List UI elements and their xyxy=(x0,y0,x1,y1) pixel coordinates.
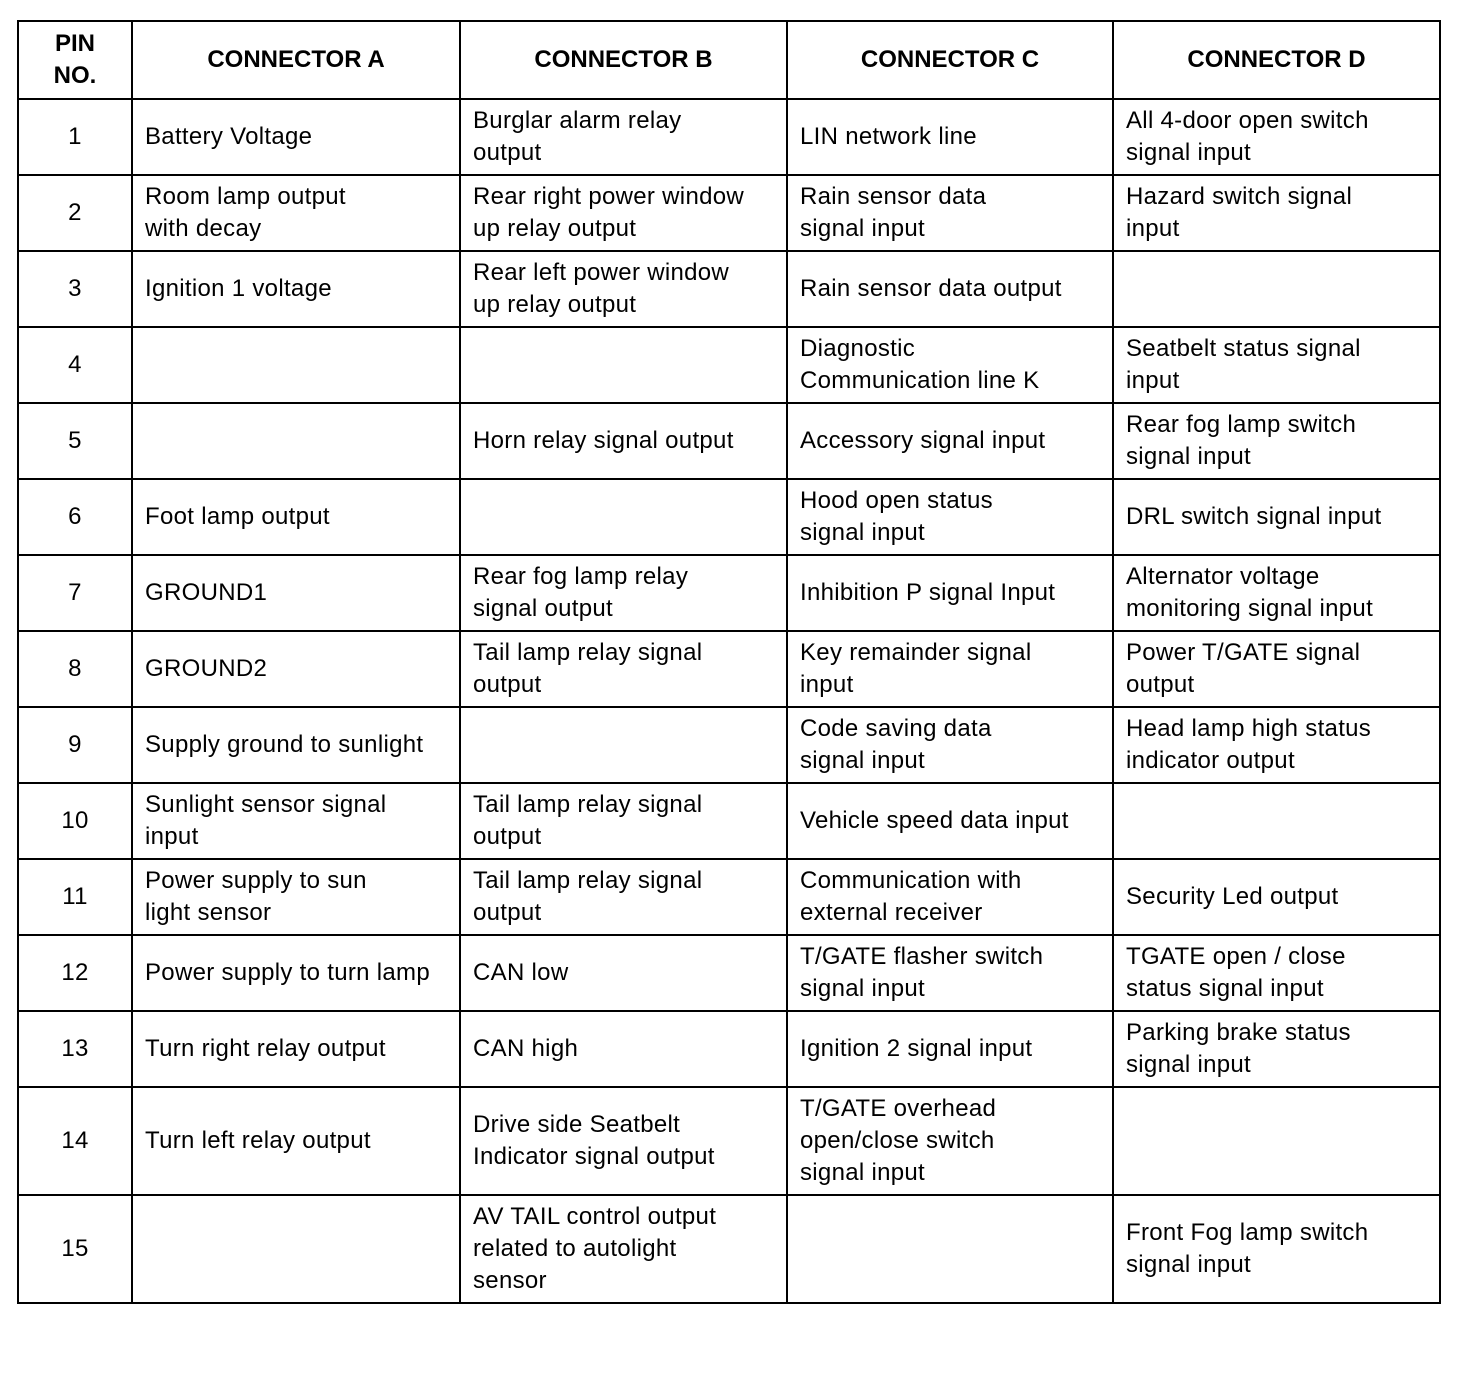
connector-b-cell: CAN low xyxy=(460,935,787,1011)
connector-b-cell xyxy=(460,327,787,403)
connector-a-cell: Sunlight sensor signal input xyxy=(132,783,460,859)
connector-d-cell: TGATE open / close status signal input xyxy=(1113,935,1440,1011)
table-row xyxy=(18,479,1440,555)
connector-b-cell: Rear left power window up relay output xyxy=(460,251,787,327)
table-row xyxy=(18,1195,1440,1303)
connector-c-cell: Inhibition P signal Input xyxy=(787,555,1113,631)
connector-b-cell: Rear fog lamp relay signal output xyxy=(460,555,787,631)
pin-table-page xyxy=(17,20,1439,1304)
connector-c-cell: T/GATE flasher switch signal input xyxy=(787,935,1113,1011)
connector-d-cell: Parking brake status signal input xyxy=(1113,1011,1440,1087)
pin-number: 11 xyxy=(18,859,132,935)
table-row xyxy=(18,555,1440,631)
connector-a-cell xyxy=(132,1195,460,1303)
connector-b-cell: Tail lamp relay signal output xyxy=(460,631,787,707)
connector-a-cell: Ignition 1 voltage xyxy=(132,251,460,327)
connector-c-cell: Hood open status signal input xyxy=(787,479,1113,555)
connector-pin-table xyxy=(17,20,1441,1304)
table-row xyxy=(18,631,1440,707)
connector-c-cell: Key remainder signal input xyxy=(787,631,1113,707)
pin-number: 7 xyxy=(18,555,132,631)
connector-d-cell: Head lamp high status indicator output xyxy=(1113,707,1440,783)
pin-number: 14 xyxy=(18,1087,132,1195)
connector-b-cell: Horn relay signal output xyxy=(460,403,787,479)
connector-c-cell: Communication with external receiver xyxy=(787,859,1113,935)
connector-a-cell: GROUND1 xyxy=(132,555,460,631)
header-connector-c: CONNECTOR C xyxy=(787,21,1113,99)
table-row xyxy=(18,175,1440,251)
connector-a-cell: Supply ground to sunlight xyxy=(132,707,460,783)
pin-number: 3 xyxy=(18,251,132,327)
connector-c-cell: LIN network line xyxy=(787,99,1113,175)
connector-d-cell: Seatbelt status signal input xyxy=(1113,327,1440,403)
connector-c-cell: Rain sensor data output xyxy=(787,251,1113,327)
table-row xyxy=(18,707,1440,783)
connector-d-cell: Rear fog lamp switch signal input xyxy=(1113,403,1440,479)
connector-a-cell xyxy=(132,403,460,479)
header-connector-d: CONNECTOR D xyxy=(1113,21,1440,99)
table-row xyxy=(18,403,1440,479)
pin-number: 5 xyxy=(18,403,132,479)
connector-a-cell xyxy=(132,327,460,403)
header-connector-b: CONNECTOR B xyxy=(460,21,787,99)
table-row xyxy=(18,99,1440,175)
connector-d-cell xyxy=(1113,783,1440,859)
connector-c-cell: Diagnostic Communication line K xyxy=(787,327,1113,403)
table-row xyxy=(18,1011,1440,1087)
connector-a-cell: Battery Voltage xyxy=(132,99,460,175)
pin-number: 4 xyxy=(18,327,132,403)
connector-c-cell: Rain sensor data signal input xyxy=(787,175,1113,251)
connector-a-cell: GROUND2 xyxy=(132,631,460,707)
connector-c-cell: Ignition 2 signal input xyxy=(787,1011,1113,1087)
connector-b-cell xyxy=(460,707,787,783)
connector-c-cell: T/GATE overhead open/close switch signal input xyxy=(787,1087,1113,1195)
connector-b-cell: Burglar alarm relay output xyxy=(460,99,787,175)
pin-number: 10 xyxy=(18,783,132,859)
connector-a-cell: Room lamp output with decay xyxy=(132,175,460,251)
connector-b-cell: CAN high xyxy=(460,1011,787,1087)
pin-number: 2 xyxy=(18,175,132,251)
pin-number: 13 xyxy=(18,1011,132,1087)
pin-number: 9 xyxy=(18,707,132,783)
pin-number: 8 xyxy=(18,631,132,707)
connector-b-cell xyxy=(460,479,787,555)
connector-d-cell: Security Led output xyxy=(1113,859,1440,935)
connector-d-cell: Front Fog lamp switch signal input xyxy=(1113,1195,1440,1303)
header-pin-no: PIN NO. xyxy=(18,21,132,99)
connector-c-cell xyxy=(787,1195,1113,1303)
pin-number: 1 xyxy=(18,99,132,175)
connector-b-cell: Drive side Seatbelt Indicator signal output xyxy=(460,1087,787,1195)
connector-b-cell: Tail lamp relay signal output xyxy=(460,859,787,935)
table-row xyxy=(18,783,1440,859)
table-row xyxy=(18,251,1440,327)
connector-b-cell: Tail lamp relay signal output xyxy=(460,783,787,859)
pin-number: 6 xyxy=(18,479,132,555)
connector-a-cell: Foot lamp output xyxy=(132,479,460,555)
connector-c-cell: Vehicle speed data input xyxy=(787,783,1113,859)
connector-d-cell xyxy=(1113,1087,1440,1195)
connector-d-cell: Hazard switch signal input xyxy=(1113,175,1440,251)
connector-d-cell xyxy=(1113,251,1440,327)
connector-d-cell: Alternator voltage monitoring signal input xyxy=(1113,555,1440,631)
table-row xyxy=(18,1087,1440,1195)
connector-a-cell: Power supply to sun light sensor xyxy=(132,859,460,935)
connector-a-cell: Turn left relay output xyxy=(132,1087,460,1195)
connector-d-cell: DRL switch signal input xyxy=(1113,479,1440,555)
table-row xyxy=(18,859,1440,935)
table-row xyxy=(18,327,1440,403)
connector-d-cell: All 4-door open switch signal input xyxy=(1113,99,1440,175)
pin-number: 15 xyxy=(18,1195,132,1303)
connector-a-cell: Power supply to turn lamp xyxy=(132,935,460,1011)
connector-a-cell: Turn right relay output xyxy=(132,1011,460,1087)
connector-c-cell: Code saving data signal input xyxy=(787,707,1113,783)
connector-d-cell: Power T/GATE signal output xyxy=(1113,631,1440,707)
connector-c-cell: Accessory signal input xyxy=(787,403,1113,479)
connector-b-cell: Rear right power window up relay output xyxy=(460,175,787,251)
connector-b-cell: AV TAIL control output related to autolight sensor xyxy=(460,1195,787,1303)
header-connector-a: CONNECTOR A xyxy=(132,21,460,99)
table-row xyxy=(18,935,1440,1011)
header-row xyxy=(18,21,1440,99)
pin-number: 12 xyxy=(18,935,132,1011)
